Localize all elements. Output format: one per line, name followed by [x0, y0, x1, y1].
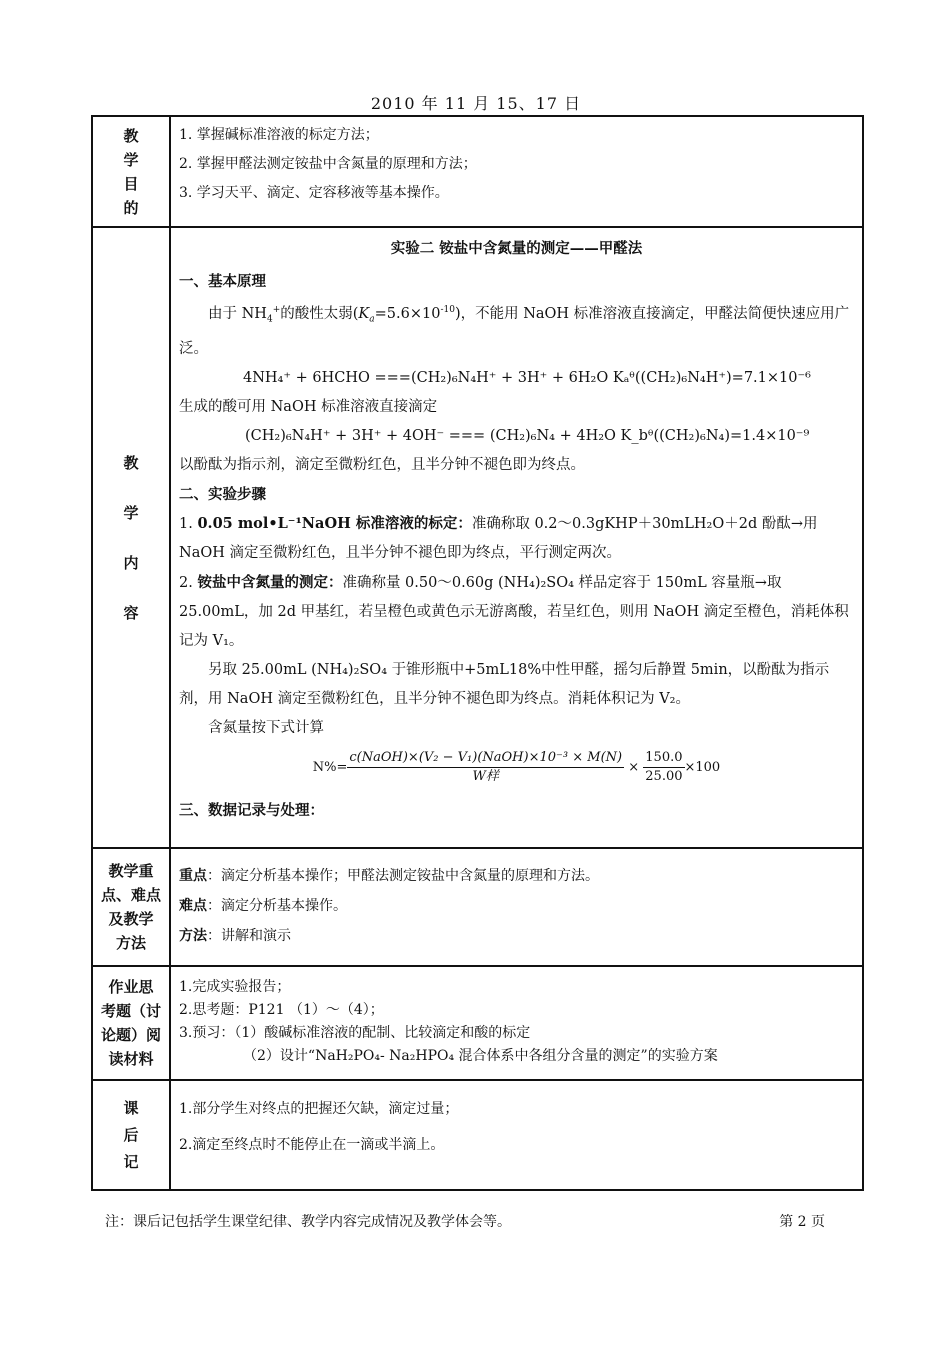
afterclass-item: 2.滴定至终点时不能停止在一滴或半滴上。 [179, 1137, 445, 1153]
label-line: 读材料 [108, 1050, 154, 1068]
content-row [92, 227, 863, 848]
document-date: 2010 年 11 月 15、17 日 [370, 94, 582, 113]
label-char: 学 [123, 503, 139, 522]
label-char: 课 [123, 1098, 139, 1117]
objective-item: 2. 掌握甲醛法测定铵盐中含氮量的原理和方法； [179, 156, 477, 172]
footer [105, 1211, 825, 1231]
formula-numerator-2: 150.0 [643, 749, 684, 768]
difficulty-text: ：滴定分析基本操作。 [207, 898, 347, 914]
method-text: ：讲解和演示 [207, 928, 291, 944]
label-char: 目 [123, 174, 139, 193]
formula-volume-fraction [643, 749, 684, 786]
objectives-content [170, 116, 863, 227]
focus-line [179, 861, 854, 891]
step-2 [179, 568, 854, 656]
label-char: 的 [123, 198, 139, 217]
label-line: 考题（讨 [100, 1002, 161, 1020]
section-steps-title: 二、实验步骤 [179, 485, 266, 503]
keypoints-content [170, 848, 863, 966]
formula-times-100: ×100 [684, 759, 721, 775]
label-char: 内 [123, 553, 139, 572]
label-line: 论题）阅 [100, 1026, 161, 1044]
page-number: 第 2 页 [779, 1214, 825, 1230]
afterclass-label [92, 1080, 170, 1190]
endpoint-text: 以酚酞为指示剂，滴定至微粉红色，且半分钟不褪色即为终点。 [179, 456, 585, 473]
teaching-content [170, 227, 863, 848]
formula-lhs: N%= [312, 759, 348, 775]
label-line: 点、难点 [100, 886, 161, 904]
label-line: 教学重 [108, 862, 154, 880]
formula-times: × [628, 759, 640, 775]
objective-item: 1. 掌握碱标准溶液的标定方法； [179, 127, 379, 143]
step-1-text: 准确称取 0.2～0.3gKHP＋30mLH₂O＋2d 酚酞→用 NaOH 滴定至微粉红色，且半分钟不褪色即为终点，平行测定两次。 [179, 515, 818, 561]
label-char: 容 [123, 603, 139, 622]
experiment-title: 实验二 铵盐中含氮量的测定——甲醛法 [390, 240, 643, 257]
objectives-label [92, 116, 170, 227]
objective-item: 3. 学习天平、滴定、定容移液等基本操作。 [179, 185, 449, 201]
focus-text: ：滴定分析基本操作；甲醛法测定铵盐中含氮量的原理和方法。 [207, 868, 599, 884]
objectives-row [92, 116, 863, 227]
principle-ka-value: =5.6×10 [374, 305, 441, 322]
nitrogen-formula [179, 749, 854, 786]
step-2-heading: 铵盐中含氮量的测定： [197, 573, 343, 591]
formula-denominator-2: 25.00 [645, 768, 683, 784]
homework-content [170, 966, 863, 1080]
label-char: 后 [123, 1125, 139, 1144]
formula-numerator: c(NaOH)×(V₂ − V₁)(NaOH)×10⁻³ × M(N) [347, 749, 624, 768]
homework-item: （2）设计“NaH₂PO₄- Na₂HPO₄ 混合体系中各组分含量的测定”的实验方案 [243, 1048, 718, 1064]
label-char: 教 [123, 453, 139, 472]
reaction-equation-1: 4NH₄⁺ + 6HCHO ===(CH₂)₆N₄H⁺ + 3H⁺ + 6H₂O Kₐᶿ((CH₂)₆N₄H⁺)=7.1×10⁻⁶ [243, 369, 811, 386]
method-label: 方法 [179, 928, 207, 944]
principle-text-post: )，不能用 NaOH 标准溶液直接滴定，甲醛法简便快速应用广泛。 [179, 305, 850, 357]
homework-item: 3.预习：（1）酸碱标准溶液的配制、比较滴定和酸的标定 [179, 1025, 531, 1041]
homework-item: 2.思考题：P121 （1）～（4）； [179, 1002, 384, 1018]
keypoints-label [92, 848, 170, 966]
step-2-continued: 另取 25.00mL (NH₄)₂SO₄ 于锥形瓶中+5mL18%中性甲醛，摇匀后静置 5min，以酚酞为指示剂，用 NaOH 滴定至微粉红色，且半分钟不褪色即为终点。消耗体积记为 V₂。 [179, 661, 830, 707]
afterclass-row [92, 1080, 863, 1190]
section-principle-title: 一、基本原理 [179, 273, 266, 290]
homework-row [92, 966, 863, 1080]
formula-fraction [347, 749, 624, 786]
label-char: 教 [123, 126, 139, 145]
label-line: 方法 [115, 934, 146, 952]
step-1-heading: 0.05 mol•L⁻¹NaOH 标准溶液的标定： [197, 514, 472, 532]
homework-label [92, 966, 170, 1080]
focus-label: 重点 [179, 868, 207, 884]
formula-denominator: W样 [472, 768, 499, 784]
principle-text-mid: 的酸性太弱( [280, 305, 359, 322]
step-1-number: 1. [179, 515, 198, 532]
difficulty-label: 难点 [179, 898, 207, 914]
label-char: 学 [123, 150, 139, 169]
homework-item: 1.完成实验报告； [179, 979, 291, 995]
principle-text-pre: 由于 NH [208, 305, 267, 322]
step-2-number: 2. [179, 574, 198, 591]
step-2-text: 准确称量 0.50～0.60g (NH₄)₂SO₄ 样品定容于 150mL 容量瓶→取 25.00mL，加 2d 甲基红，若呈橙色或黄色示无游离酸，若呈红色，则用 NaOH 滴定至橙色，消耗体积记为 V₁。 [179, 574, 849, 649]
keypoints-row [92, 848, 863, 966]
label-line: 及教学 [108, 910, 154, 928]
step-1 [179, 509, 854, 568]
principle-paragraph: 由于 $NH_4^+$的酸性太弱$(K_a=5.6\times 10^{-10})$，不能用 NaOH 标准溶液直接滴定，甲醛法简便快速应用广泛。 [179, 305, 850, 357]
label-char: 记 [123, 1152, 139, 1171]
equation-note: 生成的酸可用 NaOH 标准溶液直接滴定 [179, 398, 438, 415]
method-line [179, 921, 854, 951]
lesson-plan-table [91, 115, 864, 1191]
label-line: 作业思 [108, 978, 154, 996]
afterclass-item: 1.部分学生对终点的把握还欠缺，滴定过量； [179, 1101, 459, 1117]
afterclass-content [170, 1080, 863, 1190]
footer-note: 注：课后记包括学生课堂纪律、教学内容完成情况及教学体会等。 [105, 1214, 511, 1230]
difficulty-line [179, 891, 854, 921]
content-label [92, 227, 170, 848]
calculation-intro: 含氮量按下式计算 [208, 719, 324, 736]
reaction-equation-2: (CH₂)₆N₄H⁺ + 3H⁺ + 4OH⁻ === (CH₂)₆N₄ + 4H₂O K_bᶿ((CH₂)₆N₄)=1.4×10⁻⁹ [245, 427, 810, 444]
section-data-title: 三、数据记录与处理： [179, 801, 324, 819]
